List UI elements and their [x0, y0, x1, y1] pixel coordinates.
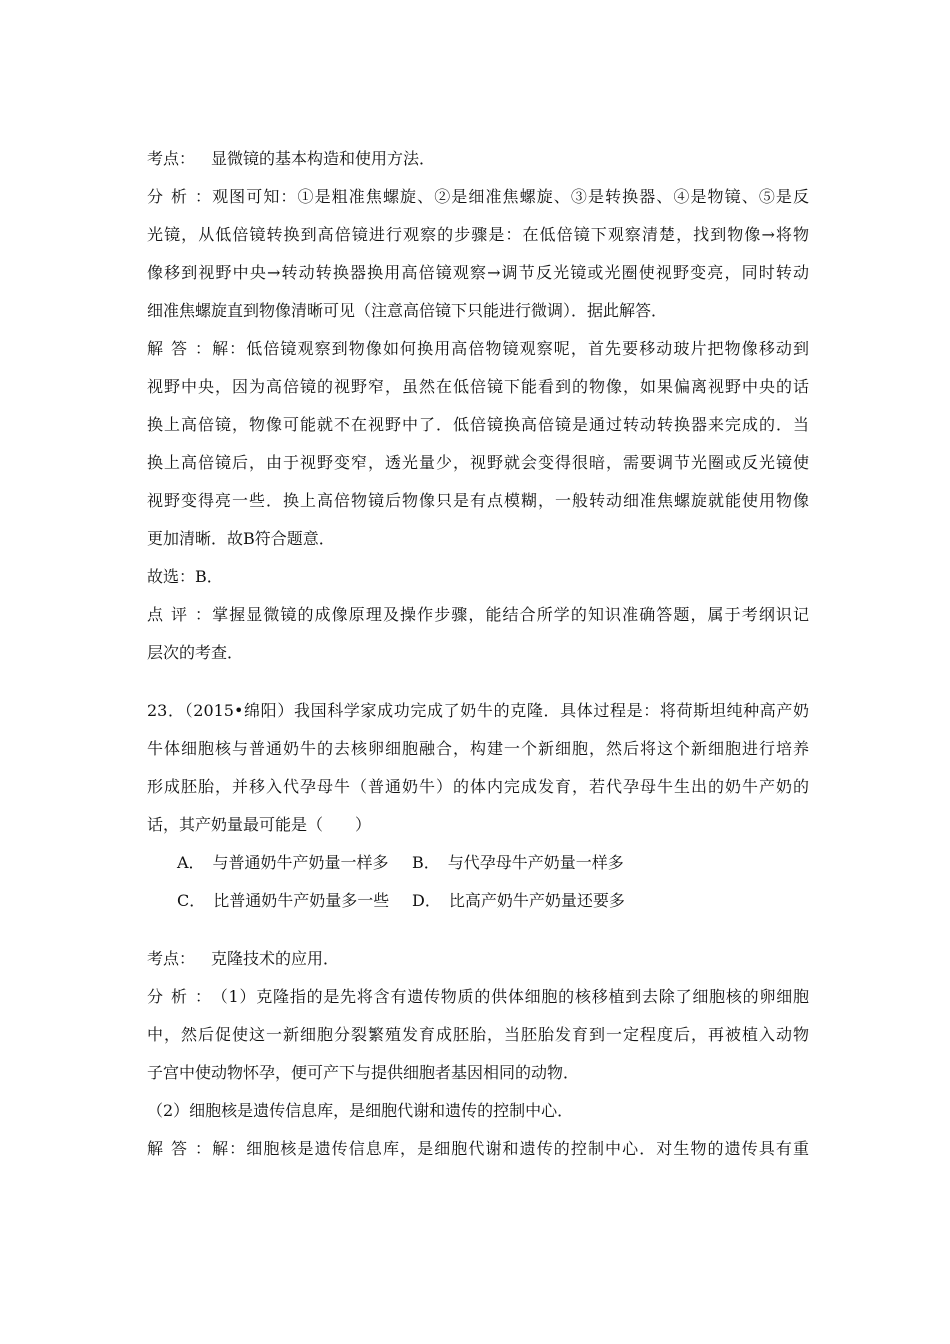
- jieda-line-5: 视野变得亮一些．换上高倍物镜后物像只是有点模糊，一般转动细准焦螺旋就能使用物像: [147, 491, 809, 510]
- section-gap-2: [147, 920, 809, 940]
- fenxi-label-2: 分析：: [147, 987, 211, 1006]
- fenxi2-text: （1）克隆指的是先将含有遗传物质的供体细胞的核移植到去除了细胞核的卵细胞: [211, 987, 809, 1006]
- kaodian-text: 显微镜的基本构造和使用方法．: [211, 149, 436, 168]
- options-row-1: [147, 844, 809, 882]
- option-a: A． 与普通奶牛产奶量一样多: [177, 853, 389, 872]
- option-c: C． 比普通奶牛产奶量多一些: [177, 891, 390, 910]
- jieda-line-1: [147, 330, 809, 368]
- kaodian-row-2: [147, 940, 809, 978]
- options-row-2: [147, 882, 809, 920]
- fenxi-line-4: 细准焦螺旋直到物像清晰可见（注意高倍镜下只能进行微调）．据此解答．: [147, 301, 668, 320]
- fenxi-line-2: 光镜，从低倍镜转换到高倍镜进行观察的步骤是：在低倍镜下观察清楚，找到物像→将物: [147, 225, 809, 244]
- jieda-line-4: 换上高倍镜后，由于视野变窄，透光量少，视野就会变得很暗，需要调节光圈或反光镜使: [147, 453, 809, 472]
- dianping-line-2: 层次的考查．: [147, 643, 244, 662]
- kaodian-row-1: [147, 140, 809, 178]
- fenxi-text: 观图可知：①是粗准焦螺旋、②是细准焦螺旋、③是转换器、④是物镜、⑤是反: [211, 187, 809, 206]
- jieda2-line-1: [147, 1130, 809, 1168]
- section-gap: [147, 672, 809, 692]
- jieda-label: 解答：: [147, 339, 211, 358]
- document-page: [147, 140, 809, 1168]
- kaodian-text-2: 克隆技术的应用．: [211, 949, 340, 968]
- dianping-line-1: [147, 596, 809, 634]
- jieda-line-3: 换上高倍镜，物像可能就不在视野中了．低倍镜换高倍镜是通过转动转换器来完成的．当: [147, 415, 809, 434]
- kaodian-label: 考点：: [147, 149, 196, 168]
- answer-line: 故选：B．: [147, 567, 223, 586]
- jieda-line-6: 更加清晰．故B符合题意．: [147, 529, 335, 548]
- fenxi2-line-1: [147, 978, 809, 1016]
- dianping-text: 掌握显微镜的成像原理及操作步骤，能结合所学的知识准确答题，属于考纲识记: [211, 605, 809, 624]
- option-d: D． 比高产奶牛产奶量还要多: [412, 891, 625, 910]
- fenxi-line-3: 像移到视野中央→转动转换器换用高倍镜观察→调节反光镜或光圈使视野变亮，同时转动: [147, 263, 809, 282]
- fenxi2-line-3: 子宫中使动物怀孕，便可产下与提供细胞者基因相同的动物．: [147, 1063, 580, 1082]
- kaodian-label-2: 考点：: [147, 949, 196, 968]
- fenxi-line-1: [147, 178, 809, 216]
- fenxi-label: 分析：: [147, 187, 211, 206]
- question-stem-line-3: 形成胚胎，并移入代孕母牛（普通奶牛）的体内完成发育，若代孕母牛生出的奶牛产奶的: [147, 777, 809, 796]
- jieda-line-2: 视野中央，因为高倍镜的视野窄，虽然在低倍镜下能看到的物像，如果偏离视野中央的话: [147, 377, 809, 396]
- jieda2-text: 解：细胞核是遗传信息库，是细胞代谢和遗传的控制中心．对生物的遗传具有重: [211, 1139, 809, 1158]
- question-stem-line-2: 牛体细胞核与普通奶牛的去核卵细胞融合，构建一个新细胞，然后将这个新细胞进行培养: [147, 739, 809, 758]
- jieda-label-2: 解答：: [147, 1139, 211, 1158]
- dianping-label: 点评：: [147, 605, 211, 624]
- question-stem-line-1: 23．（2015•绵阳）我国科学家成功完成了奶牛的克隆．具体过程是：将荷斯坦纯种高产奶: [147, 701, 809, 720]
- jieda-text: 解：低倍镜观察到物像如何换用高倍物镜观察呢，首先要移动玻片把物像移动到: [211, 339, 809, 358]
- fenxi2-line-4: （2）细胞核是遗传信息库，是细胞代谢和遗传的控制中心．: [147, 1101, 574, 1120]
- option-b: B． 与代孕母牛产奶量一样多: [412, 853, 624, 872]
- question-stem-line-4: 话，其产奶量最可能是（ ）: [147, 815, 372, 834]
- fenxi2-line-2: 中，然后促使这一新细胞分裂繁殖发育成胚胎，当胚胎发育到一定程度后，再被植入动物: [147, 1025, 809, 1044]
